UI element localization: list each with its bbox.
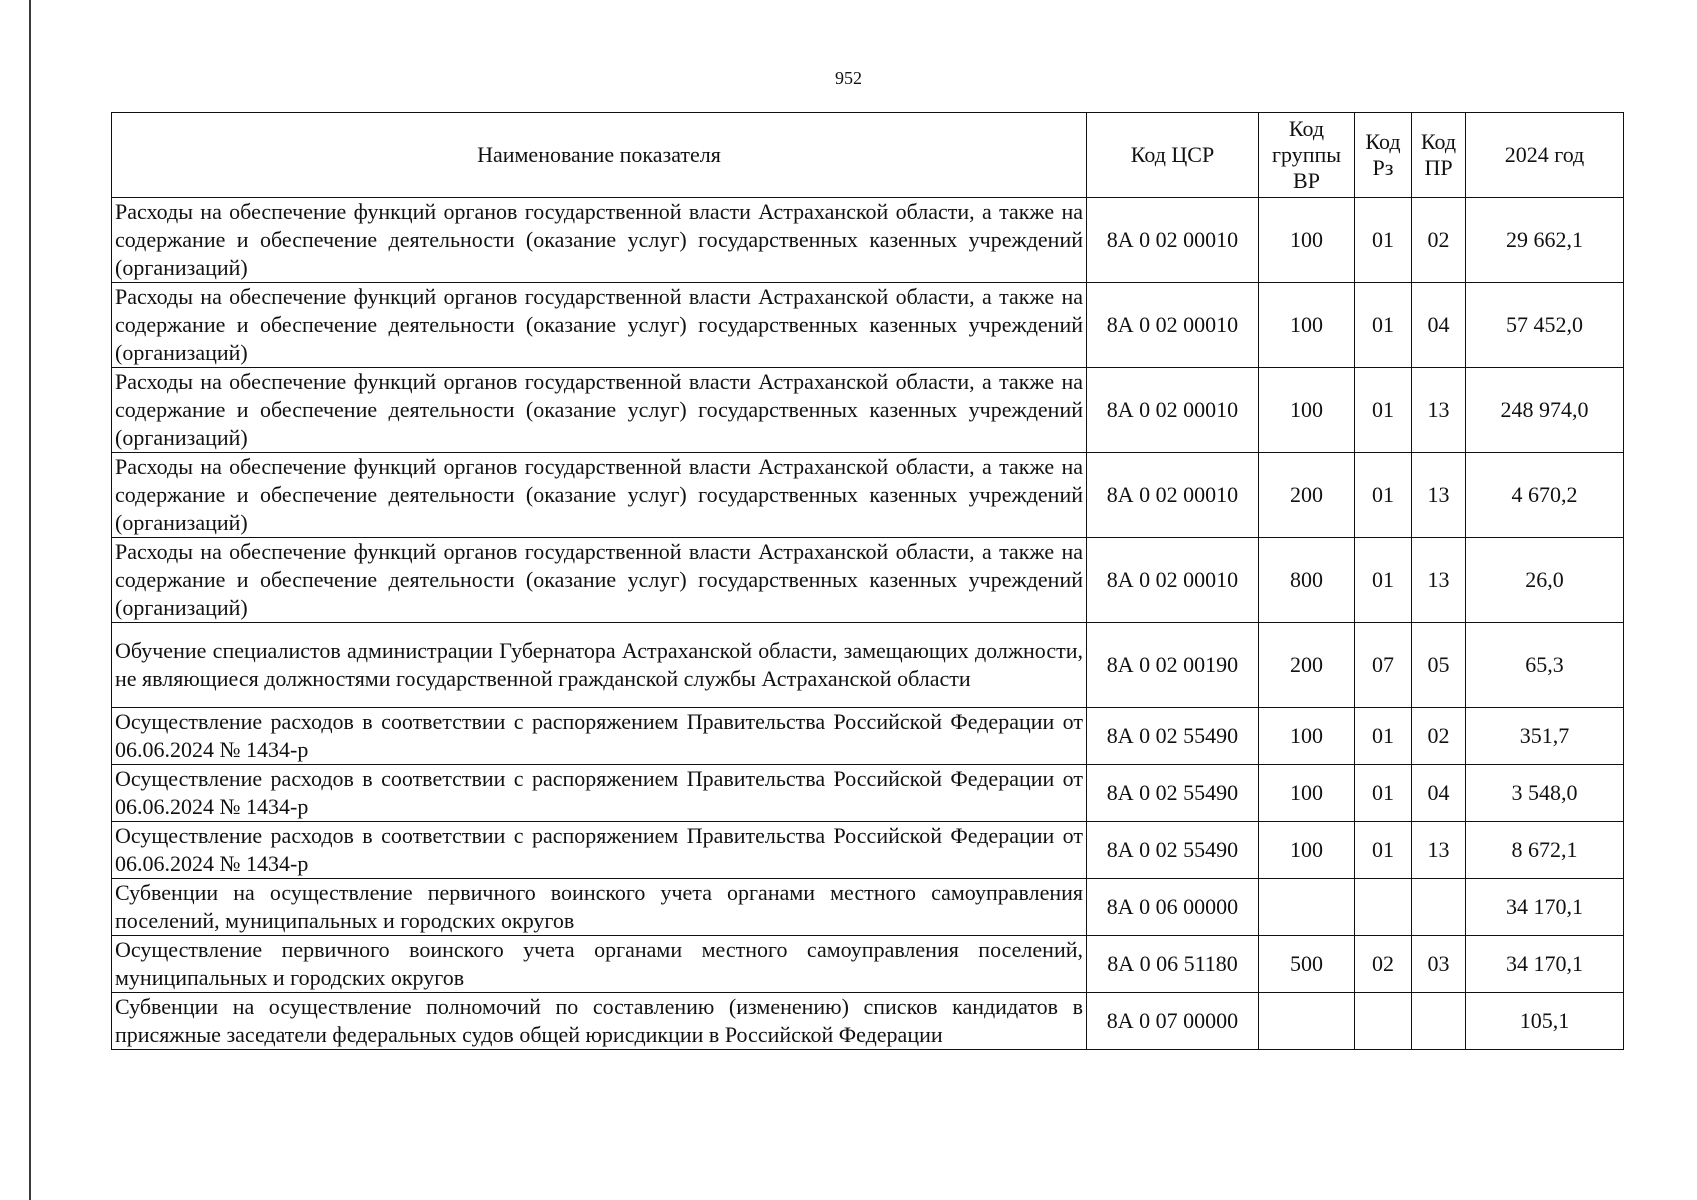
cell-name: Обучение специалистов администрации Губернатора Астраханской области, замещающих должности, не являющиеся должностями государственной гражданской службы Астраханской области — [112, 623, 1087, 708]
header-vr-line: ВР — [1293, 168, 1320, 193]
cell-pr: 13 — [1412, 538, 1466, 623]
header-vr-line: Код — [1288, 116, 1325, 141]
cell-name: Субвенции на осуществление полномочий по составлению (изменению) списков кандидатов в присяжные заседатели федеральных судов общей юрисдикции в Российской Федерации — [112, 993, 1087, 1050]
cell-name: Расходы на обеспечение функций органов государственной власти Астраханской области, а также на содержание и обеспечение деятельности (оказание услуг) государственных казенных учреждений (организаций) — [112, 198, 1087, 283]
cell-value: 34 170,1 — [1466, 936, 1624, 993]
cell-vr: 100 — [1259, 708, 1355, 765]
cell-csr: 8А 0 02 00010 — [1087, 198, 1259, 283]
cell-rz: 01 — [1355, 368, 1412, 453]
table-row — [112, 538, 1624, 623]
header-pr-line: ПР — [1424, 155, 1453, 180]
table-row — [112, 368, 1624, 453]
cell-value: 34 170,1 — [1466, 879, 1624, 936]
cell-name: Расходы на обеспечение функций органов государственной власти Астраханской области, а также на содержание и обеспечение деятельности (оказание услуг) государственных казенных учреждений (организаций) — [112, 283, 1087, 368]
header-pr — [1412, 113, 1466, 198]
cell-vr: 200 — [1259, 623, 1355, 708]
cell-pr: 02 — [1412, 198, 1466, 283]
scan-left-edge-line — [29, 0, 31, 1200]
cell-name: Осуществление расходов в соответствии с распоряжением Правительства Российской Федерации от 06.06.2024 № 1434-р — [112, 708, 1087, 765]
cell-vr: 500 — [1259, 936, 1355, 993]
cell-csr: 8А 0 02 00010 — [1087, 453, 1259, 538]
cell-value: 105,1 — [1466, 993, 1624, 1050]
cell-value: 248 974,0 — [1466, 368, 1624, 453]
budget-table — [111, 112, 1624, 1050]
cell-rz: 01 — [1355, 765, 1412, 822]
cell-pr — [1412, 993, 1466, 1050]
table-row — [112, 708, 1624, 765]
cell-csr: 8А 0 02 00010 — [1087, 368, 1259, 453]
cell-pr: 13 — [1412, 822, 1466, 879]
cell-csr: 8А 0 02 00010 — [1087, 283, 1259, 368]
table-row — [112, 936, 1624, 993]
table-row — [112, 822, 1624, 879]
table-row — [112, 283, 1624, 368]
cell-value: 29 662,1 — [1466, 198, 1624, 283]
page-number: 952 — [835, 68, 862, 88]
cell-name: Осуществление первичного воинского учета органами местного самоуправления поселений, муниципальных и городских округов — [112, 936, 1087, 993]
cell-name: Осуществление расходов в соответствии с распоряжением Правительства Российской Федерации от 06.06.2024 № 1434-р — [112, 822, 1087, 879]
cell-value: 26,0 — [1466, 538, 1624, 623]
cell-csr: 8А 0 02 55490 — [1087, 765, 1259, 822]
table-row — [112, 623, 1624, 708]
cell-pr: 05 — [1412, 623, 1466, 708]
cell-name: Расходы на обеспечение функций органов государственной власти Астраханской области, а также на содержание и обеспечение деятельности (оказание услуг) государственных казенных учреждений (организаций) — [112, 368, 1087, 453]
cell-rz: 02 — [1355, 936, 1412, 993]
cell-csr: 8А 0 06 00000 — [1087, 879, 1259, 936]
cell-pr: 02 — [1412, 708, 1466, 765]
cell-csr: 8А 0 07 00000 — [1087, 993, 1259, 1050]
cell-rz: 01 — [1355, 283, 1412, 368]
cell-rz — [1355, 993, 1412, 1050]
cell-name: Субвенции на осуществление первичного воинского учета органами местного самоуправления поселений, муниципальных и городских округов — [112, 879, 1087, 936]
cell-pr: 13 — [1412, 368, 1466, 453]
cell-rz: 01 — [1355, 822, 1412, 879]
cell-vr: 100 — [1259, 283, 1355, 368]
cell-value: 57 452,0 — [1466, 283, 1624, 368]
table-row — [112, 198, 1624, 283]
cell-csr: 8А 0 02 55490 — [1087, 822, 1259, 879]
table-row — [112, 765, 1624, 822]
table-row — [112, 993, 1624, 1050]
cell-name: Осуществление расходов в соответствии с распоряжением Правительства Российской Федерации от 06.06.2024 № 1434-р — [112, 765, 1087, 822]
cell-csr: 8А 0 06 51180 — [1087, 936, 1259, 993]
cell-vr: 200 — [1259, 453, 1355, 538]
cell-vr — [1259, 879, 1355, 936]
cell-vr: 100 — [1259, 368, 1355, 453]
cell-rz: 01 — [1355, 708, 1412, 765]
cell-name: Расходы на обеспечение функций органов государственной власти Астраханской области, а также на содержание и обеспечение деятельности (оказание услуг) государственных казенных учреждений (организаций) — [112, 538, 1087, 623]
cell-pr: 04 — [1412, 765, 1466, 822]
cell-name: Расходы на обеспечение функций органов государственной власти Астраханской области, а также на содержание и обеспечение деятельности (оказание услуг) государственных казенных учреждений (организаций) — [112, 453, 1087, 538]
cell-csr: 8А 0 02 00190 — [1087, 623, 1259, 708]
cell-value: 3 548,0 — [1466, 765, 1624, 822]
cell-vr — [1259, 993, 1355, 1050]
header-vr — [1259, 113, 1355, 198]
cell-vr: 800 — [1259, 538, 1355, 623]
cell-rz: 01 — [1355, 453, 1412, 538]
header-value: 2024 год — [1466, 113, 1624, 198]
table-row — [112, 879, 1624, 936]
cell-csr: 8А 0 02 55490 — [1087, 708, 1259, 765]
cell-vr: 100 — [1259, 822, 1355, 879]
cell-pr: 04 — [1412, 283, 1466, 368]
cell-value: 65,3 — [1466, 623, 1624, 708]
table-header-row — [112, 113, 1624, 198]
header-vr-line: группы — [1271, 142, 1342, 167]
cell-csr: 8А 0 02 00010 — [1087, 538, 1259, 623]
table-row — [112, 453, 1624, 538]
cell-pr — [1412, 879, 1466, 936]
header-rz-line: Рз — [1372, 155, 1394, 180]
cell-vr: 100 — [1259, 765, 1355, 822]
header-name: Наименование показателя — [112, 113, 1087, 198]
header-csr: Код ЦСР — [1087, 113, 1259, 198]
cell-rz: 01 — [1355, 538, 1412, 623]
cell-value: 351,7 — [1466, 708, 1624, 765]
header-rz-line: Код — [1365, 129, 1401, 154]
cell-rz — [1355, 879, 1412, 936]
cell-pr: 03 — [1412, 936, 1466, 993]
header-rz — [1355, 113, 1412, 198]
cell-value: 4 670,2 — [1466, 453, 1624, 538]
cell-vr: 100 — [1259, 198, 1355, 283]
cell-rz: 01 — [1355, 198, 1412, 283]
header-pr-line: Код — [1420, 129, 1457, 154]
cell-rz: 07 — [1355, 623, 1412, 708]
cell-pr: 13 — [1412, 453, 1466, 538]
cell-value: 8 672,1 — [1466, 822, 1624, 879]
